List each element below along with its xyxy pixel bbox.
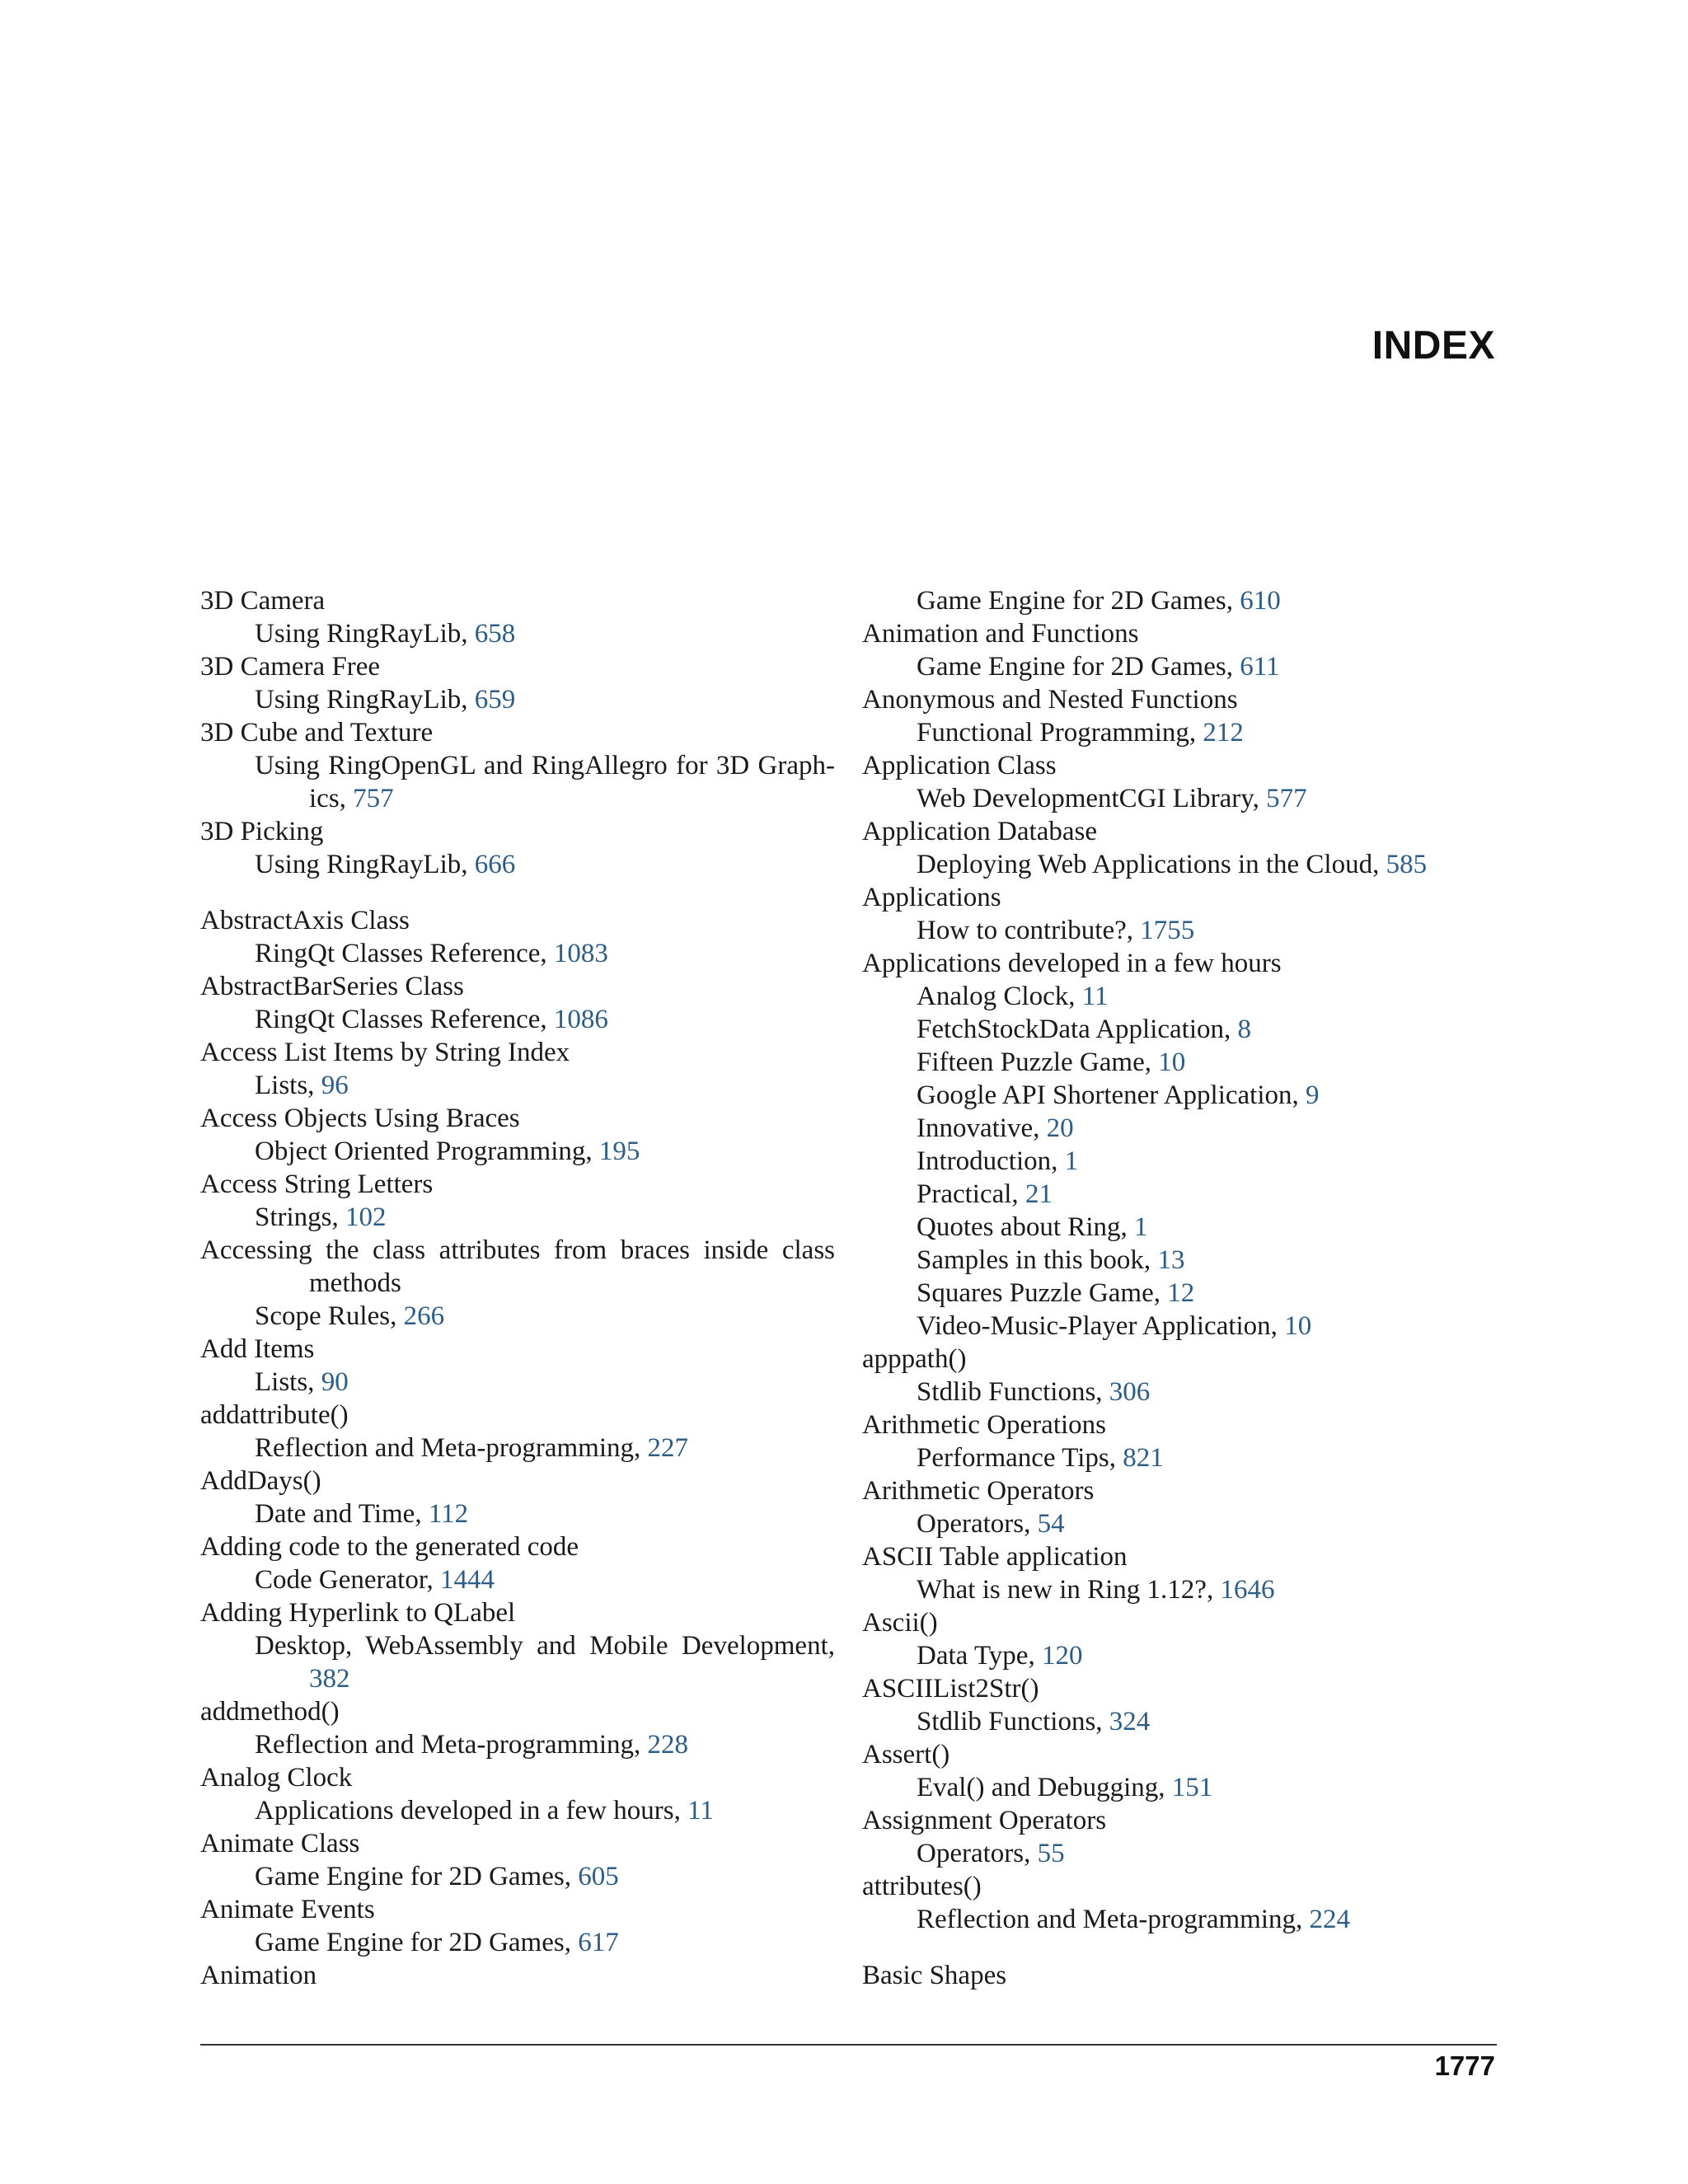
subentry-text: Using RingOpenGL and RingAllegro for 3D Graph-: [255, 751, 835, 780]
index-term-text: addmethod(): [200, 1697, 340, 1727]
index-term: [862, 947, 1497, 980]
index-term-text: ASCIIList2Str(): [862, 1674, 1039, 1704]
index-term-text: Analog Clock: [200, 1763, 353, 1793]
index-subentry: [200, 749, 835, 815]
index-subentry: [200, 1629, 835, 1695]
index-subentry: [200, 848, 835, 881]
subentry-text: Reflection and Meta-programming,: [917, 1905, 1310, 1934]
subentry-text: Object Oriented Programming,: [255, 1137, 599, 1166]
index-subentry: [862, 1046, 1497, 1079]
page-link[interactable]: 12: [1167, 1278, 1195, 1308]
index-term-text: Animation and Functions: [862, 619, 1139, 649]
index-term-text: attributes(): [862, 1872, 982, 1901]
page-link[interactable]: 617: [578, 1928, 619, 1957]
subentry-text: FetchStockData Application,: [917, 1015, 1238, 1044]
index-term: [200, 1333, 835, 1366]
subentry-text: Performance Tips,: [917, 1443, 1123, 1473]
index-term-text: Adding code to the generated code: [200, 1532, 579, 1562]
subentry-text: Using RingRayLib,: [255, 850, 475, 879]
subentry-text: Lists,: [255, 1071, 321, 1100]
index-subentry: [862, 1507, 1497, 1540]
index-term: [862, 1408, 1497, 1441]
index-term: [200, 970, 835, 1003]
index-subentry: [862, 650, 1497, 683]
page-link[interactable]: 102: [345, 1202, 387, 1232]
subentry-text: Applications developed in a few hours,: [255, 1796, 688, 1825]
index-column-left: [200, 584, 835, 1992]
index-term: [200, 1761, 835, 1794]
index-term-text: Animate Events: [200, 1895, 375, 1924]
subentry-continuation: ics,: [309, 784, 354, 813]
section-gap: [862, 1936, 1497, 1959]
subentry-text: Lists,: [255, 1367, 321, 1397]
index-subentry: [200, 1366, 835, 1399]
page-link[interactable]: 227: [647, 1433, 689, 1463]
page-link[interactable]: 659: [474, 685, 516, 715]
subentry-text: Scope Rules,: [255, 1301, 404, 1331]
page-link[interactable]: 20: [1046, 1113, 1074, 1143]
index-term: [200, 1893, 835, 1926]
index-term: [200, 1530, 835, 1563]
index-subentry: [862, 782, 1497, 815]
page-link[interactable]: 96: [321, 1071, 349, 1100]
index-subentry: [862, 914, 1497, 947]
index-subentry: [200, 1432, 835, 1465]
index-subentry: [862, 1178, 1497, 1211]
subentry-text: Game Engine for 2D Games,: [917, 652, 1240, 682]
page-link[interactable]: 610: [1240, 586, 1281, 616]
page-link[interactable]: 224: [1309, 1905, 1351, 1934]
index-subentry: [862, 1705, 1497, 1738]
page-link[interactable]: 658: [474, 619, 516, 649]
index-term-text: AddDays(): [200, 1466, 321, 1496]
page-link[interactable]: 8: [1237, 1015, 1252, 1044]
page-link[interactable]: 757: [353, 784, 394, 813]
page-link[interactable]: 21: [1025, 1179, 1053, 1209]
index-subentry: [862, 1013, 1497, 1046]
index-subentry: [862, 1639, 1497, 1672]
subentry-text: Deploying Web Applications in the Cloud,: [917, 850, 1386, 879]
index-subentry: [200, 1497, 835, 1530]
subentry-text: Game Engine for 2D Games,: [255, 1928, 579, 1957]
index-term-text: addattribute(): [200, 1400, 349, 1430]
index-subentry: [862, 1244, 1497, 1277]
index-term: [862, 881, 1497, 914]
index-term-text: Application Database: [862, 817, 1097, 846]
index-term-text: AbstractAxis Class: [200, 906, 410, 935]
index-term: [200, 1596, 835, 1629]
index-subentry: [200, 937, 835, 970]
index-term-text: Arithmetic Operators: [862, 1476, 1095, 1506]
page-link[interactable]: 195: [598, 1137, 640, 1166]
index-term-text: 3D Picking: [200, 817, 324, 846]
index-term-text: ASCII Table application: [862, 1542, 1128, 1572]
page-link[interactable]: 821: [1123, 1443, 1164, 1473]
subentry-text: RingQt Classes Reference,: [255, 1005, 554, 1034]
index-term: [862, 749, 1497, 782]
page-link[interactable]: 55: [1037, 1839, 1065, 1868]
index-term-text: Assert(): [862, 1740, 950, 1769]
index-term-text: Applications: [862, 883, 1001, 912]
subentry-text: Innovative,: [917, 1113, 1047, 1143]
page-link[interactable]: 112: [428, 1499, 469, 1529]
index-term: [200, 1168, 835, 1201]
page-link[interactable]: 10: [1158, 1047, 1186, 1077]
index-subentry: [862, 1277, 1497, 1310]
index-subentry: [200, 1926, 835, 1959]
subentry-text: Using RingRayLib,: [255, 619, 475, 649]
index-subentry: [200, 1860, 835, 1893]
subentry-text: Code Generator,: [255, 1565, 441, 1595]
index-term: [862, 1474, 1497, 1507]
index-subentry: [200, 683, 835, 716]
index-term: [200, 904, 835, 937]
page-link[interactable]: 1: [1133, 1212, 1148, 1242]
index-term-text: 3D Cube and Texture: [200, 718, 434, 748]
subentry-text: Reflection and Meta-programming,: [255, 1730, 648, 1760]
page-link[interactable]: 11: [1081, 982, 1109, 1011]
subentry-text: Operators,: [917, 1509, 1038, 1539]
subentry-text: Video-Music-Player Application,: [917, 1311, 1285, 1341]
index-term-text: Basic Shapes: [862, 1961, 1007, 1990]
page-link[interactable]: 1755: [1140, 916, 1195, 945]
index-subentry: [862, 980, 1497, 1013]
index-term: [862, 1870, 1497, 1903]
page-link[interactable]: 1444: [440, 1565, 495, 1595]
index-term: [200, 1465, 835, 1497]
subentry-text: Desktop, WebAssembly and Mobile Development,: [255, 1631, 835, 1661]
page-link[interactable]: 306: [1109, 1377, 1151, 1407]
subentry-text: Eval() and Debugging,: [917, 1773, 1172, 1802]
page-title: INDEX: [1372, 324, 1495, 368]
index-subentry: [200, 1728, 835, 1761]
index-subentry: [200, 1069, 835, 1102]
subentry-text: Practical,: [917, 1179, 1025, 1209]
page-number: 1777: [1434, 2050, 1495, 2081]
index-term: [200, 1399, 835, 1432]
index-term: [200, 1036, 835, 1069]
index-subentry: [200, 1135, 835, 1168]
page-link[interactable]: 585: [1386, 850, 1428, 879]
index-subentry: [862, 1112, 1497, 1145]
index-subentry: [200, 1794, 835, 1827]
page-link[interactable]: 90: [321, 1367, 349, 1397]
subentry-text: What is new in Ring 1.12?,: [917, 1575, 1221, 1605]
index-term-text: Assignment Operators: [862, 1806, 1107, 1835]
index-subentry: [862, 1771, 1497, 1804]
index-term-text: Animate Class: [200, 1829, 360, 1858]
subentry-text: Introduction,: [917, 1146, 1065, 1176]
index-term: [862, 1959, 1497, 1992]
index-term: [200, 716, 835, 749]
index-subentry: [862, 716, 1497, 749]
index-term: [862, 1804, 1497, 1837]
page-link[interactable]: 228: [647, 1730, 689, 1760]
index-term-text: Add Items: [200, 1334, 315, 1364]
index-subentry: [862, 1079, 1497, 1112]
subentry-text: Analog Clock,: [917, 982, 1082, 1011]
index-term-text: Adding Hyperlink to QLabel: [200, 1598, 516, 1628]
footer-rule: [200, 2044, 1497, 2046]
subentry-text: Reflection and Meta-programming,: [255, 1433, 648, 1463]
index-subentry: [200, 1563, 835, 1596]
subentry-text: Game Engine for 2D Games,: [917, 586, 1240, 616]
page-link[interactable]: 13: [1157, 1245, 1185, 1275]
page-link[interactable]: 611: [1240, 652, 1280, 682]
subentry-text: Squares Puzzle Game,: [917, 1278, 1168, 1308]
index-subentry: [862, 1310, 1497, 1343]
page-link[interactable]: 1646: [1220, 1575, 1275, 1605]
page-link[interactable]: 10: [1284, 1311, 1312, 1341]
page-link[interactable]: 324: [1109, 1707, 1151, 1736]
section-gap: [200, 881, 835, 904]
page-link[interactable]: 151: [1171, 1773, 1213, 1802]
page-link[interactable]: 11: [687, 1796, 714, 1825]
subentry-text: Fifteen Puzzle Game,: [917, 1047, 1159, 1077]
index-subentry: [862, 1837, 1497, 1870]
page-link[interactable]: 577: [1266, 784, 1307, 813]
index-term-text: Access List Items by String Index: [200, 1038, 570, 1067]
index-column-right: [862, 584, 1497, 1992]
index-term: [862, 683, 1497, 716]
subentry-text: Game Engine for 2D Games,: [255, 1862, 579, 1891]
subentry-text: Functional Programming,: [917, 718, 1203, 748]
subentry-text: Quotes about Ring,: [917, 1212, 1134, 1242]
index-term: [200, 1827, 835, 1860]
index-term-text: Ascii(): [862, 1608, 938, 1638]
index-subentry: [862, 1441, 1497, 1474]
subentry-text: Samples in this book,: [917, 1245, 1158, 1275]
index-subentry: [862, 1145, 1497, 1178]
index-term-text: Arithmetic Operations: [862, 1410, 1107, 1440]
index-term: [200, 815, 835, 848]
index-term-text: Applications developed in a few hours: [862, 949, 1282, 978]
index-term: [200, 1102, 835, 1135]
index-term-text: Animation: [200, 1961, 317, 1990]
page-link[interactable]: 54: [1037, 1509, 1065, 1539]
subentry-text: Data Type,: [917, 1641, 1042, 1671]
page-link[interactable]: 212: [1203, 718, 1244, 748]
subentry-text: Web DevelopmentCGI Library,: [917, 784, 1267, 813]
index-term: [862, 1738, 1497, 1771]
index-term-text: 3D Camera Free: [200, 652, 381, 682]
subentry-text: Google API Shortener Application,: [917, 1080, 1306, 1110]
page-link[interactable]: 120: [1041, 1641, 1083, 1671]
index-term: [862, 1606, 1497, 1639]
index-term: [200, 650, 835, 683]
index-term: [200, 1234, 835, 1300]
index-term-text: Access Objects Using Braces: [200, 1104, 520, 1133]
index-term: [200, 584, 835, 617]
page-link[interactable]: 1086: [553, 1005, 608, 1034]
index-subentry: [200, 1003, 835, 1036]
index-term: [862, 1672, 1497, 1705]
index-term-text: Application Class: [862, 751, 1057, 780]
subentry-text: Stdlib Functions,: [917, 1707, 1109, 1736]
index-term-continuation: methods: [309, 1268, 401, 1298]
index-subentry: [862, 1376, 1497, 1408]
index-term: [862, 1343, 1497, 1376]
page-link[interactable]: 666: [474, 850, 516, 879]
index-term-line: Accessing the class attributes from braces inside class: [200, 1235, 835, 1265]
subentry-text: Operators,: [917, 1839, 1038, 1868]
index-subentry: [200, 1300, 835, 1333]
subentry-text: Strings,: [255, 1202, 346, 1232]
subentry-text: Stdlib Functions,: [917, 1377, 1109, 1407]
page-link[interactable]: 266: [403, 1301, 445, 1331]
index-term: [862, 815, 1497, 848]
index-subentry: [200, 1201, 835, 1234]
index-term: [862, 1540, 1497, 1573]
index-term: [862, 617, 1497, 650]
page-link[interactable]: 382: [309, 1664, 350, 1694]
index-term-text: Anonymous and Nested Functions: [862, 685, 1238, 715]
index-subentry: [862, 1903, 1497, 1936]
index-subentry: [200, 617, 835, 650]
page-link[interactable]: 605: [578, 1862, 619, 1891]
index-subentry: [862, 584, 1497, 617]
index-term-text: 3D Camera: [200, 586, 326, 616]
index-term: [200, 1695, 835, 1728]
page-link[interactable]: 1083: [553, 939, 608, 968]
index-subentry: [862, 1573, 1497, 1606]
page-link[interactable]: 9: [1306, 1080, 1320, 1110]
subentry-text: Date and Time,: [255, 1499, 429, 1529]
subentry-text: How to contribute?,: [917, 916, 1141, 945]
index-term-text: apppath(): [862, 1344, 967, 1374]
index-subentry: [862, 848, 1497, 881]
subentry-text: RingQt Classes Reference,: [255, 939, 554, 968]
index-term: [200, 1959, 835, 1992]
index-term-text: Access String Letters: [200, 1169, 434, 1199]
subentry-text: Using RingRayLib,: [255, 685, 475, 715]
index-term-text: AbstractBarSeries Class: [200, 972, 464, 1001]
page-link[interactable]: 1: [1064, 1146, 1079, 1176]
index-subentry: [862, 1211, 1497, 1244]
